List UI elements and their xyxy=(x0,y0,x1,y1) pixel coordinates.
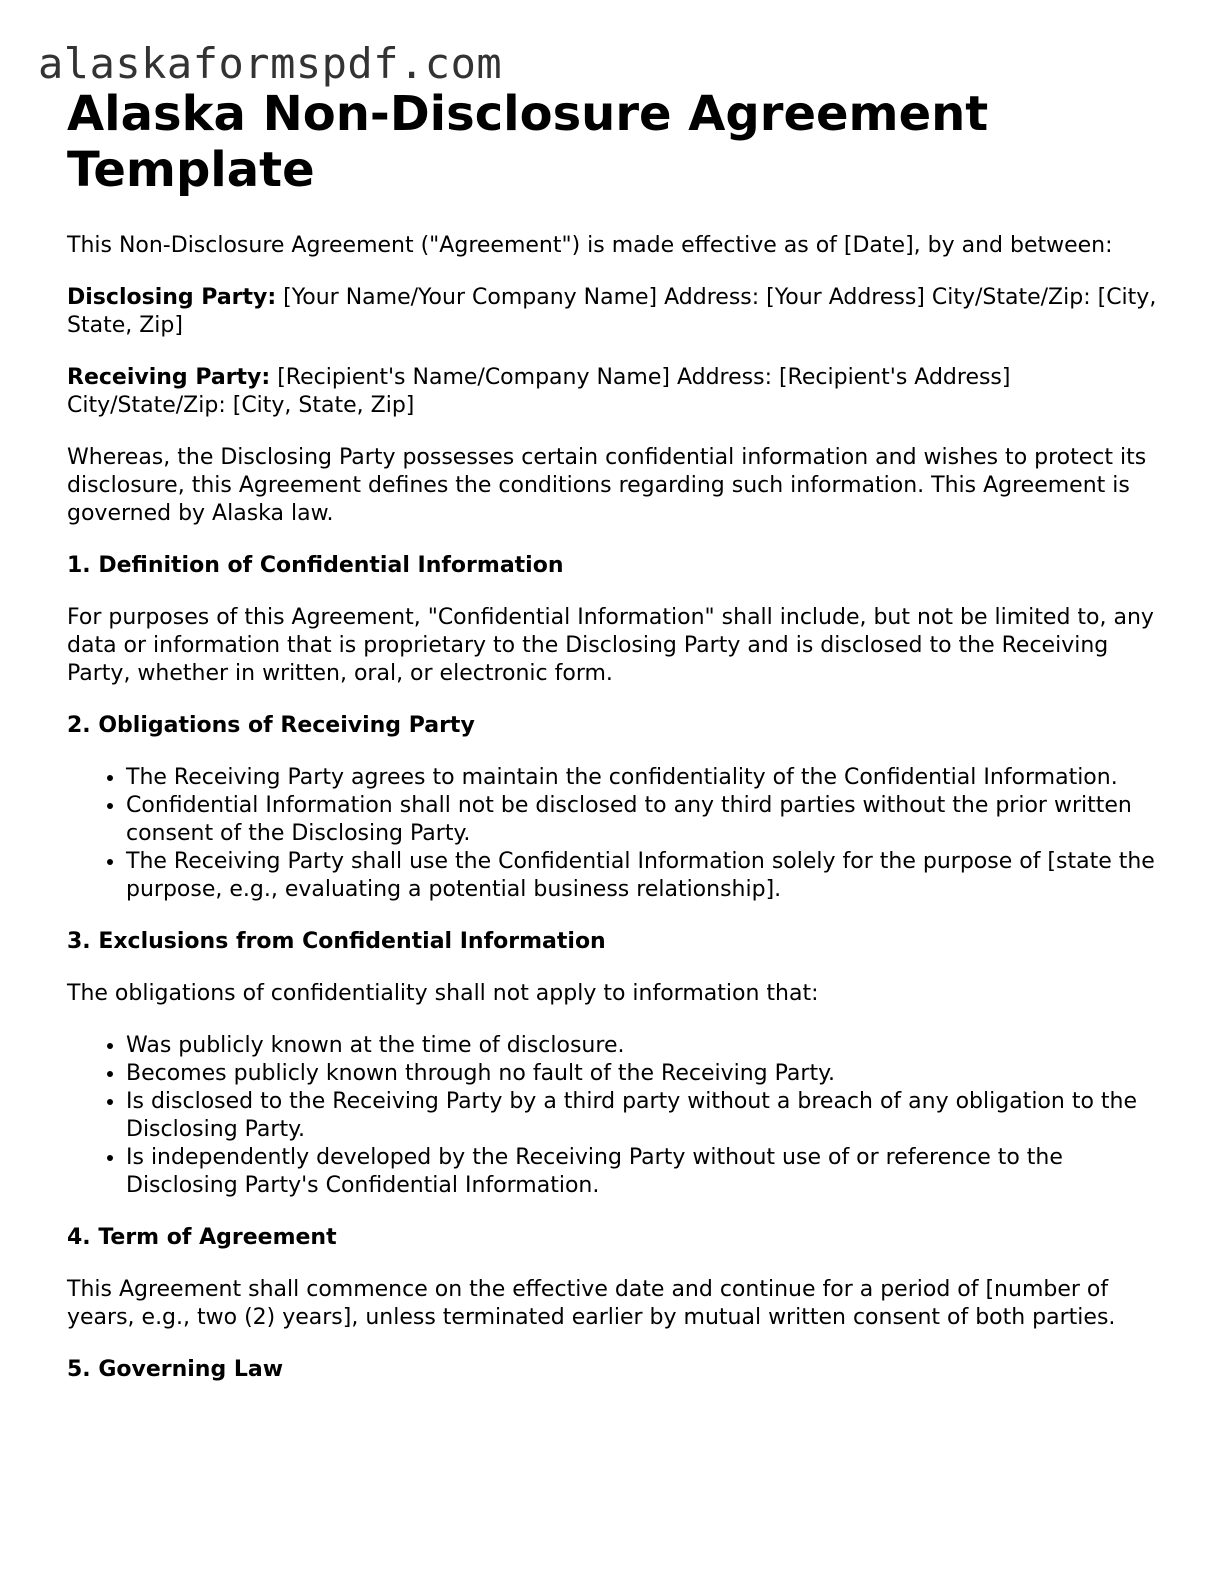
document-title: Alaska Non-Disclosure Agreement Template xyxy=(67,86,989,198)
receiving-party-paragraph xyxy=(67,364,1167,420)
list-item: • The Receiving Party shall use the Confidential Information solely for the purpose of [state the purpose, e.g., evaluating a potential business relationship]. xyxy=(126,848,1167,904)
disclosing-party-label: Disclosing Party: xyxy=(67,285,277,310)
list-item: • Was publicly known at the time of disclosure. xyxy=(126,1032,1167,1060)
list-item: • The Receiving Party agrees to maintain the confidentiality of the Confidential Information. xyxy=(126,764,1167,792)
disclosing-party-paragraph xyxy=(67,284,1167,340)
section-3-list xyxy=(67,1032,1167,1200)
list-item: • Becomes publicly known through no fault of the Receiving Party. xyxy=(126,1060,1167,1088)
list-item: • Confidential Information shall not be disclosed to any third parties without the prior written consent of the Disclosing Party. xyxy=(126,792,1167,848)
section-3-heading: 3. Exclusions from Confidential Information xyxy=(67,929,606,954)
section-3-text: The obligations of confidentiality shall not apply to information that: xyxy=(67,981,819,1006)
section-2-list xyxy=(67,764,1167,904)
section-2-heading: 2. Obligations of Receiving Party xyxy=(67,713,475,738)
list-item: • Is disclosed to the Receiving Party by a third party without a breach of any obligation to the Disclosing Party. xyxy=(126,1088,1167,1144)
list-item: • Is independently developed by the Receiving Party without use of or reference to the Disclosing Party's Confidential Information. xyxy=(126,1144,1167,1200)
document xyxy=(67,86,1167,1384)
section-4-text: This Agreement shall commence on the effective date and continue for a period of [number of years, e.g., two (2) years], unless terminated earlier by mutual written consent of both parties. xyxy=(67,1277,1116,1330)
intro-paragraph: This Non-Disclosure Agreement ("Agreement") is made effective as of [Date], by and between: xyxy=(67,233,1113,258)
watermark: alaskaformspdf.com xyxy=(38,39,503,88)
section-5-heading: 5. Governing Law xyxy=(67,1357,284,1382)
section-1-heading: 1. Definition of Confidential Information xyxy=(67,553,564,578)
disclosing-party-details: [Your Name/Your Company Name] Address: [Your Address] City/State/Zip: [City, State, Zip] xyxy=(67,285,1157,338)
whereas-paragraph: Whereas, the Disclosing Party possesses certain confidential information and wishes to protect its disclosure, this Agreement defines the conditions regarding such information. This Agreement is governed by Alaska law. xyxy=(67,445,1147,526)
section-4-heading: 4. Term of Agreement xyxy=(67,1225,337,1250)
receiving-party-details: [Recipient's Name/Company Name] Address: [Recipient's Address] City/State/Zip: [City, State, Zip] xyxy=(67,365,1011,418)
receiving-party-label: Receiving Party: xyxy=(67,365,271,390)
section-1-text: For purposes of this Agreement, "Confidential Information" shall include, but not be limited to, any data or information that is proprietary to the Disclosing Party and is disclosed to the Receiving Party, whether in written, oral, or electronic form. xyxy=(67,605,1154,686)
